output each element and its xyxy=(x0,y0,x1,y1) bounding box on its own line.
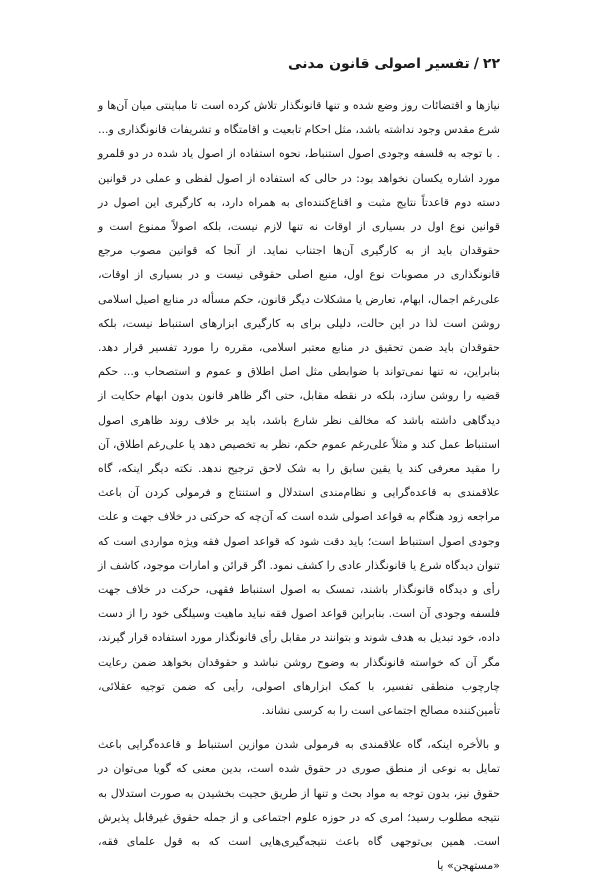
body-text xyxy=(98,94,500,879)
book-title: تفسیر اصولی قانون مدنی xyxy=(288,56,470,72)
header-separator: / xyxy=(473,56,479,72)
paragraph-1: نیازها و اقتضائات روز وضع شده و تنها قانونگذار تلاش کرده است تا مباینتی میان آن‌ها و شرع مقدس وجود نداشته باشد، مثل احکام تابعیت و اقامتگاه و تشریفات قانونگذاری و... . با توجه به فلسفه وجودی اصول استنباط، نحوه استفاده از اصول یاد شده در دو قلمرو مورد اشاره یکسان نخواهد بود: در حالی که استفاده از اصول لفظی و عملی در قوانین دسته دوم قاعدتاً نتایج مثبت و اقناع‌کننده‌ای به همراه دارد، به کارگیری این اصول در قوانین نوع اول در بسیاری از اوقات نه تنها لازم نیست، بلکه اصولاً ممنوع است و حقوقدان باید از به کارگیری آن‌ها اجتناب نماید. از آنجا که قوانین مصوب مرجع قانونگذاری در مصوبات نوع اول، منبع اصلی حقوقی نیست و در بسیاری از اوقات، علی‌رغم اجمال، ابهام، تعارض یا مشکلات دیگر قانون، حکم مسأله در منابع اصیل اسلامی روشن است لذا در این حالت، دلیلی برای به کارگیری ابزارهای استنباط نیست، بلکه حقوقدان باید ضمن تحقیق در منابع معتبر اسلامی، مقرره را مورد تفسیر قرار دهد. بنابراین، نه تنها نمی‌تواند با ضوابطی مثل اصل اطلاق و عموم و استصحاب و... حکم قضیه را روشن سازد، بلکه در نقطه مقابل، حتی اگر ظاهر قانون بدون ابهام حکایت از دیدگاهی داشته باشد که مخالف نظر شارع باشد، باید بر خلاف روند ظاهری اصول استنباط عمل کند و مثلاً علی‌رغم عموم حکم، نظر به تخصیص دهد یا علی‌رغم اطلاق، آن را مقید معرفی کند یا یقین سابق را به شک لاحق ترجیح ندهد. نکته دیگر اینکه، گاه علاقمندی به قاعده‌گرایی و نظام‌مندی استدلال و استنتاج و فرمولی کردن آن باعث مراجعه زود هنگام به قواعد اصولی شده است که آن‌چه که حرکتی در خلاف جهت و علت وجودی اصول استنباط است؛ باید دقت شود که قواعد اصول فقه ویژه مواردی است که تنوان دیدگاه شرع یا قانونگذار عادی را کشف نمود. اگر قرائن و امارات موجود، کاشف از رأی و دیدگاه قانونگذار باشند، تمسک به اصول استنباط فقهی، حرکت در خلاف جهت فلسفه وجودی آن است. بنابراین قواعد اصول فقه نباید ماهیت وسیلگی خود را از دست داده، خود تبدیل به هدف شوند و بتوانند در مقابل رأی قانونگذار مورد استفاده قرار گیرند، مگر آن که خواسته قانونگذار به وضوح روشن نباشد و حقوقدان بخواهد ضمن رعایت چارچوب منطقی تفسیر، با کمک ابزارهای اصولی، رأیی که ضمن توجیه عقلائی، تأمین‌کننده مصالح اجتماعی است را به کرسی نشاند. xyxy=(98,99,500,718)
page-header xyxy=(288,56,500,72)
page-number: ۲۲ xyxy=(482,56,500,72)
paragraph-2: و بالأخره اینکه، گاه علاقمندی به فرمولی شدن موازین استنباط و قاعده‌گرایی باعث تمایل به نوعی از منطق صوری در حقوق شده است، بدین معنی که گویا می‌توان در حقوق نیز، بدون توجه به مواد بحث و تنها از طریق حجیت بخشیدن به صورت استدلال به نتیجه مطلوب رسید؛ امری که در حوزه علوم اجتماعی و از جمله حقوق غیرقابل پذیرش است. همین بی‌توجهی گاه باعث نتیجه‌گیری‌هایی است که به قول علمای فقه، «مستهجن» یا xyxy=(98,738,500,873)
